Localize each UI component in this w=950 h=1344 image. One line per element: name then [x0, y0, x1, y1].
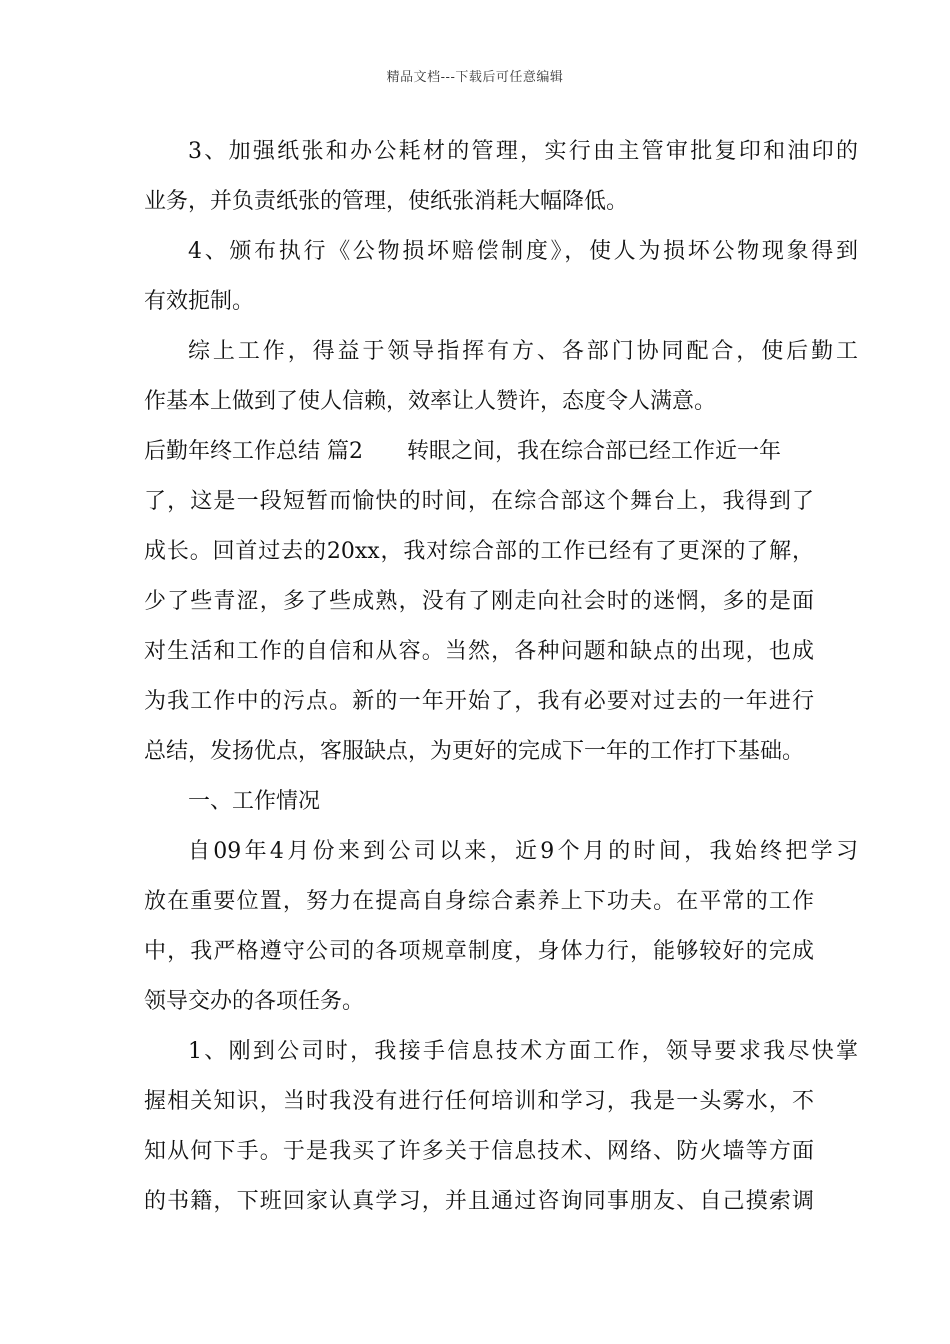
paragraph-line: 中，我严格遵守公司的各项规章制度，身体力行，能够较好的完成 [144, 939, 814, 964]
paragraph-line: 自09年4月份来到公司以来，近9个月的时间，我始终把学习 [188, 839, 858, 864]
paragraph-line: 业务，并负责纸张的管理，使纸张消耗大幅降低。 [144, 189, 629, 214]
paragraph-line: 有效扼制。 [144, 289, 255, 314]
paragraph-line: 总结，发扬优点，客服缺点，为更好的完成下一年的工作打下基础。 [144, 739, 805, 764]
paragraph-line: 为我工作中的污点。新的一年开始了，我有必要对过去的一年进行 [144, 689, 814, 714]
paragraph-line: 少了些青涩，多了些成熟，没有了刚走向社会时的迷惘，多的是面 [144, 589, 814, 614]
paragraph-line: 综上工作，得益于领导指挥有方、各部门协同配合，使后勤工 [188, 339, 858, 364]
subheading: 一、工作情况 [188, 789, 321, 814]
paragraph-line: 对生活和工作的自信和从容。当然，各种问题和缺点的出现，也成 [144, 639, 814, 664]
paragraph-line: 知从何下手。于是我买了许多关于信息技术、网络、防火墙等方面 [144, 1139, 814, 1164]
paragraph-line: 的书籍，下班回家认真学习，并且通过咨询同事朋友、自己摸索调 [144, 1189, 814, 1214]
paragraph-line: 4、颁布执行《公物损坏赔偿制度》，使人为损坏公物现象得到 [188, 239, 858, 264]
paragraph-line: 作基本上做到了使人信赖，效率让人赞许，态度令人满意。 [144, 389, 717, 414]
paragraph-line: 握相关知识，当时我没有进行任何培训和学习，我是一头雾水，不 [144, 1089, 814, 1114]
section-heading-line [144, 438, 814, 466]
paragraph-start: 转眼之间，我在综合部已经工作近一年 [407, 439, 782, 464]
page-header: 精品文档---下载后可任意编辑 [386, 70, 564, 85]
section-heading: 后勤年终工作总结 篇2 [144, 439, 363, 464]
paragraph-line: 成长。回首过去的20xx，我对综合部的工作已经有了更深的了解， [144, 539, 814, 564]
paragraph-line: 3、加强纸张和办公耗材的管理，实行由主管审批复印和油印的 [188, 139, 858, 164]
paragraph-line: 1、刚到公司时，我接手信息技术方面工作，领导要求我尽快掌 [188, 1039, 858, 1064]
paragraph-line: 了，这是一段短暂而愉快的时间，在综合部这个舞台上，我得到了 [144, 489, 814, 514]
paragraph-line: 领导交办的各项任务。 [144, 989, 365, 1014]
paragraph-line: 放在重要位置，努力在提高自身综合素养上下功夫。在平常的工作 [144, 889, 814, 914]
